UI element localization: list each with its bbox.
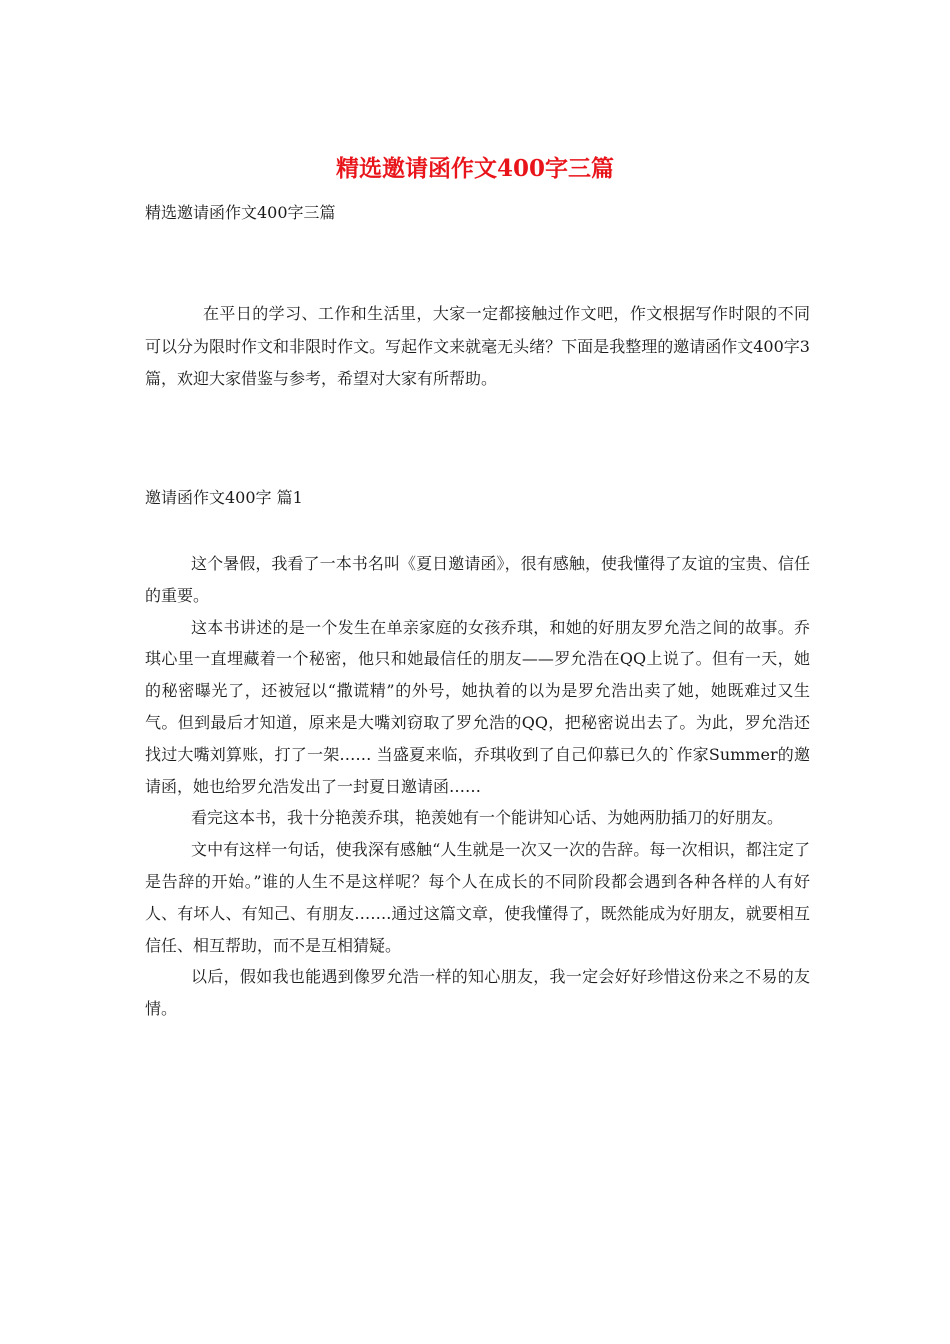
- essay-paragraph-3: 看完这本书，我十分艳羡乔琪，艳羡她有一个能讲知心话、为她两肋插刀的好朋友。: [191, 808, 784, 828]
- section-heading: 邀请函作文400字 篇1: [145, 488, 303, 507]
- essay-paragraph-1: 这个暑假，我看了一本书名叫《夏日邀请函》，很有感触，使我懂得了友谊的宝贵、信任的重要。: [145, 554, 810, 605]
- essay-body: [145, 548, 810, 1025]
- document-title: 精选邀请函作文400字三篇: [335, 155, 614, 182]
- document-subtitle: 精选邀请函作文400字三篇: [145, 203, 336, 222]
- essay-paragraph-4: 文中有这样一句话，使我深有感触“人生就是一次又一次的告辞。每一次相识，都注定了是告辞的开始。”谁的人生不是这样呢？每个人在成长的不同阶段都会遇到各种各样的人有好人、有坏人、有知己、有朋友…….通过这篇文章，使我懂得了，既然能成为好朋友，就要相互信任、相互帮助，而不是互相猜疑。: [145, 840, 810, 955]
- essay-paragraph-2: 这本书讲述的是一个发生在单亲家庭的女孩乔琪，和她的好朋友罗允浩之间的故事。乔琪心里一直埋藏着一个秘密，他只和她最信任的朋友——罗允浩在QQ上说了。但有一天，她的秘密曝光了，还被冠以“撒谎精”的外号，她执着的以为是罗允浩出卖了她，她既难过又生气。但到最后才知道，原来是大嘴刘窃取了罗允浩的QQ，把秘密说出去了。为此，罗允浩还找过大嘴刘算账，打了一架…… 当盛夏来临，乔琪收到了自己仰慕已久的`作家Summer的邀请函，她也给罗允浩发出了一封夏日邀请函……: [145, 617, 810, 796]
- essay-paragraph-5: 以后，假如我也能遇到像罗允浩一样的知心朋友，我一定会好好珍惜这份来之不易的友情。: [145, 967, 810, 1019]
- intro-paragraph: 在平日的学习、工作和生活里，大家一定都接触过作文吧，作文根据写作时限的不同可以分为限时作文和非限时作文。写起作文来就毫无头绪？下面是我整理的邀请函作文400字3篇，欢迎大家借鉴与参考，希望对大家有所帮助。: [145, 304, 810, 388]
